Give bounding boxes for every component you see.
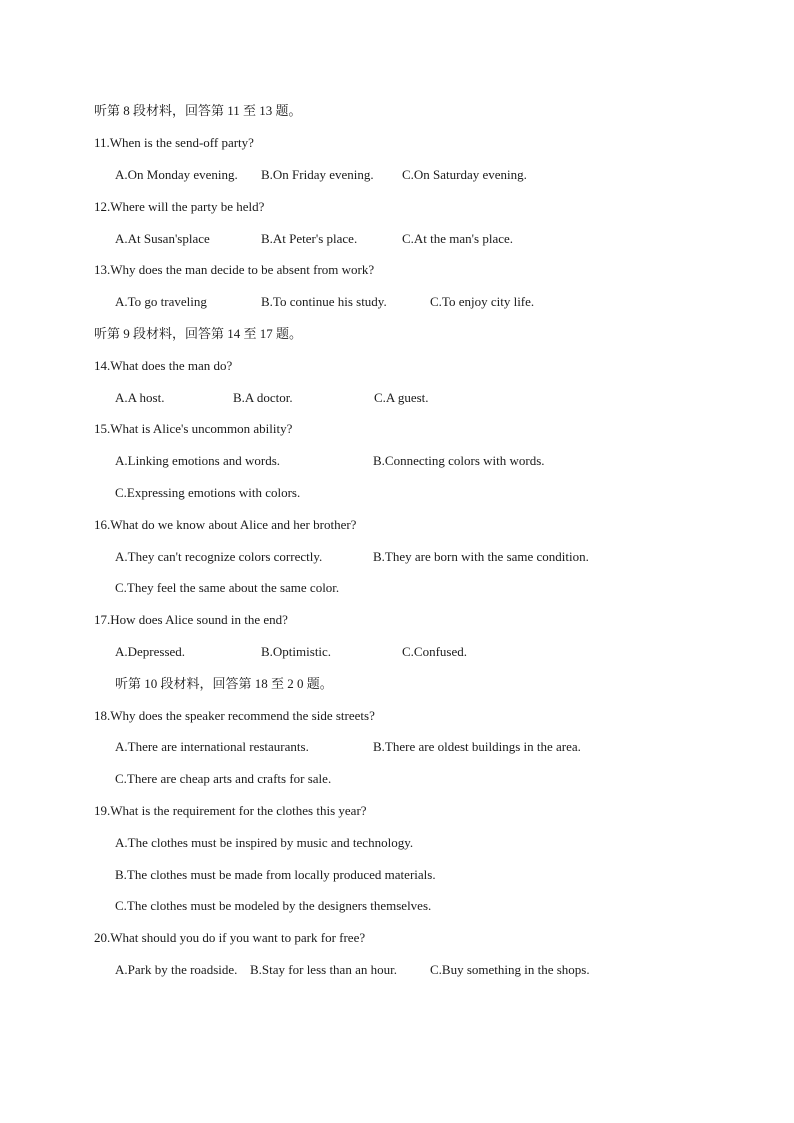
option-11-c: C.On Saturday evening. — [402, 167, 527, 182]
question-19: 19.What is the requirement for the clothes this year? — [94, 803, 367, 818]
option-18-b: B.There are oldest buildings in the area. — [373, 739, 581, 754]
option-12-b: B.At Peter's place. — [261, 231, 358, 246]
option-16-a: A.They can't recognize colors correctly. — [115, 549, 323, 564]
option-15-c: C.Expressing emotions with colors. — [115, 485, 301, 500]
option-13-c: C.To enjoy city life. — [430, 294, 535, 309]
option-18-a: A.There are international restaurants. — [115, 739, 309, 754]
option-12-a: A.At Susan'splace — [115, 231, 210, 246]
option-17-c: C.Confused. — [402, 644, 467, 659]
option-20-a: A.Park by the roadside. — [115, 962, 238, 977]
option-14-b: B.A doctor. — [233, 390, 293, 405]
question-11: 11.When is the send-off party? — [94, 135, 254, 150]
option-17-b: B.Optimistic. — [261, 644, 332, 659]
question-17: 17.How does Alice sound in the end? — [94, 612, 288, 627]
option-11-a: A.On Monday evening. — [115, 167, 238, 182]
option-16-c: C.They feel the same about the same color. — [115, 580, 340, 595]
option-19-a: A.The clothes must be inspired by music and technology. — [115, 835, 414, 850]
section-header: 听第 8 段材料，回答第 11 至 13 题。 — [94, 103, 302, 118]
question-15: 15.What is Alice's uncommon ability? — [94, 421, 293, 436]
option-14-a: A.A host. — [115, 390, 165, 405]
option-12-c: C.At the man's place. — [402, 231, 514, 246]
option-15-a: A.Linking emotions and words. — [115, 453, 281, 468]
option-16-b: B.They are born with the same condition. — [373, 549, 589, 564]
option-17-a: A.Depressed. — [115, 644, 186, 659]
option-19-b: B.The clothes must be made from locally produced materials. — [115, 867, 436, 882]
question-13: 13.Why does the man decide to be absent from work? — [94, 262, 375, 277]
option-18-c: C.There are cheap arts and crafts for sale. — [115, 771, 332, 786]
option-13-b: B.To continue his study. — [261, 294, 387, 309]
option-11-b: B.On Friday evening. — [261, 167, 374, 182]
option-19-c: C.The clothes must be modeled by the designers themselves. — [115, 898, 432, 913]
question-16: 16.What do we know about Alice and her brother? — [94, 517, 357, 532]
question-18: 18.Why does the speaker recommend the side streets? — [94, 708, 375, 723]
option-13-a: A.To go traveling — [115, 294, 207, 309]
option-20-b: B.Stay for less than an hour. — [250, 962, 397, 977]
question-20: 20.What should you do if you want to park for free? — [94, 930, 366, 945]
question-12: 12.Where will the party be held? — [94, 199, 265, 214]
question-14: 14.What does the man do? — [94, 358, 233, 373]
option-15-b: B.Connecting colors with words. — [373, 453, 545, 468]
option-20-c: C.Buy something in the shops. — [430, 962, 590, 977]
section-header: 听第 9 段材料，回答第 14 至 17 题。 — [94, 326, 303, 341]
section-header: 听第 10 段材料，回答第 18 至 2 0 题。 — [115, 676, 333, 691]
option-14-c: C.A guest. — [374, 390, 429, 405]
